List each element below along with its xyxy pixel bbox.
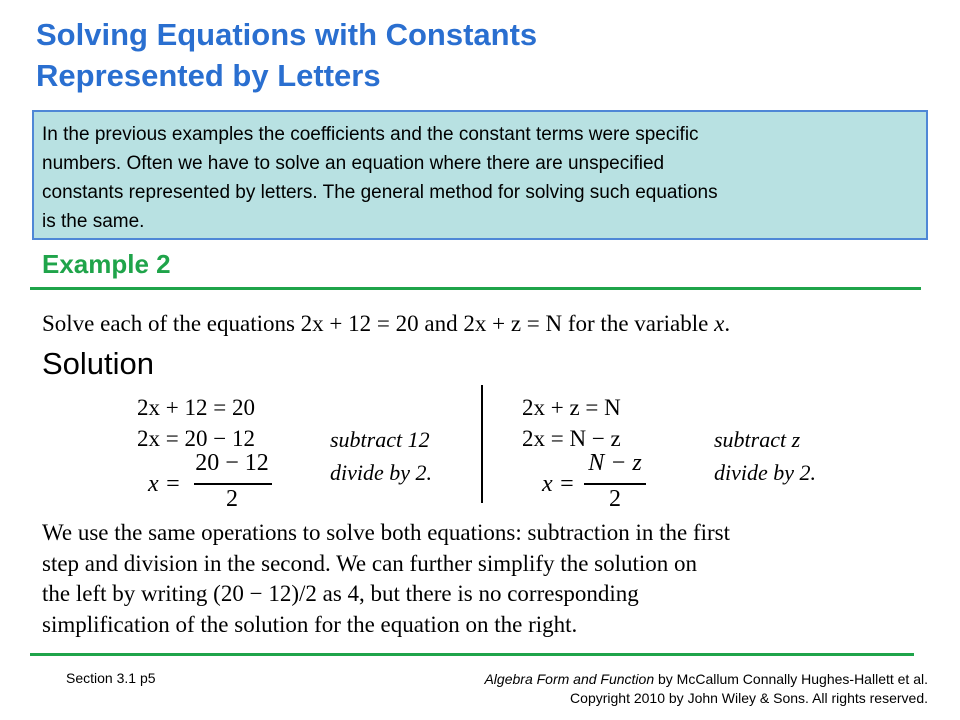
problem-equation-2: 2x + z = N: [463, 311, 563, 336]
left-step-2: 2x = 20 − 12: [137, 426, 255, 451]
problem-text: for the variable: [562, 311, 715, 336]
explanation-paragraph: [42, 518, 927, 640]
intro-box: [32, 110, 928, 240]
intro-line: In the previous examples the coefficients and the constant terms were specific: [42, 124, 699, 145]
footer-book-authors: by McCallum Connally Hughes-Hallett et al.: [654, 671, 928, 687]
left-fraction-lhs: x =: [148, 471, 181, 497]
footer-book-title: Algebra Form and Function: [484, 671, 655, 687]
paragraph-line: the left by writing (20 − 12)/2 as 4, but there is no corresponding: [42, 581, 639, 606]
intro-line: numbers. Often we have to solve an equation where there are unspecified: [42, 153, 665, 174]
problem-variable: x: [714, 311, 725, 336]
title-line-2: Represented by Letters: [36, 58, 381, 93]
title-line-1: Solving Equations with Constants: [36, 17, 538, 52]
solution-heading: Solution: [42, 346, 155, 381]
paragraph-line: simplification of the solution for the equation on the right.: [42, 611, 578, 637]
left-note-divide: divide by 2.: [330, 460, 433, 485]
slide-title: [36, 14, 537, 96]
problem-equation-1: 2x + 12 = 20: [300, 311, 419, 336]
right-fraction-numerator: N − z: [588, 450, 642, 476]
intro-line: is the same.: [42, 211, 145, 232]
right-step-1: 2x + z = N: [522, 395, 621, 420]
right-fraction: [542, 450, 662, 520]
right-note-divide: divide by 2.: [714, 460, 817, 485]
footer-section: Section 3.1 p5: [66, 670, 156, 686]
left-step-1: 2x + 12 = 20: [137, 395, 255, 420]
example-heading: Example 2: [42, 249, 171, 279]
right-fraction-bar: [584, 483, 646, 485]
footer-citation: [484, 670, 928, 708]
problem-statement: [42, 311, 730, 337]
paragraph-line: We use the same operations to solve both equations: subtraction in the first: [42, 520, 731, 545]
problem-text: .: [724, 311, 731, 336]
left-fraction-bar: [194, 483, 272, 485]
intro-line: constants represented by letters. The general method for solving such equations: [42, 182, 718, 203]
left-fraction: [148, 450, 278, 520]
left-fraction-numerator: 20 − 12: [195, 450, 269, 476]
left-fraction-denominator: 2: [226, 486, 238, 512]
problem-text: Solve each of the equations: [42, 311, 301, 336]
paragraph-line: step and division in the second. We can further simplify the solution on: [42, 550, 698, 576]
right-step-2: 2x = N − z: [522, 426, 621, 451]
example-divider-top: [30, 287, 921, 290]
left-note-subtract: subtract 12: [330, 427, 430, 452]
right-note-subtract: subtract z: [714, 427, 801, 452]
problem-text: and: [418, 311, 464, 336]
right-fraction-denominator: 2: [609, 486, 621, 512]
footer-divider: [30, 653, 914, 656]
footer-copyright: Copyright 2010 by John Wiley & Sons. All rights reserved.: [570, 690, 928, 706]
column-divider: [481, 385, 483, 503]
right-fraction-lhs: x =: [542, 471, 575, 497]
